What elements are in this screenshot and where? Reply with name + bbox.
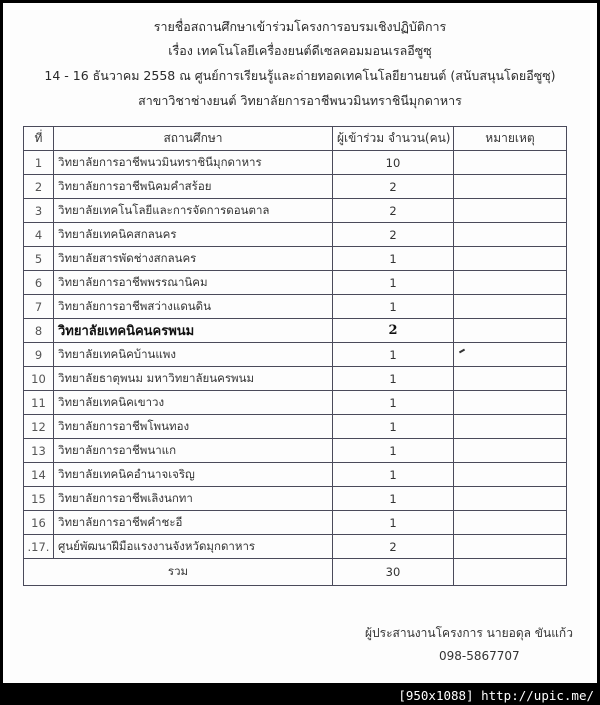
total-note [454,559,567,586]
table-header-row [24,127,567,151]
row-number: .17. [24,535,54,559]
row-number: 13 [24,439,54,463]
participant-count: 1 [333,463,454,487]
row-number: 2 [24,175,54,199]
participant-count: 2 [333,223,454,247]
institution-name: วิทยาลัยเทคโนโลยีและการจัดการดอนตาล [54,199,333,223]
row-note [454,535,567,559]
table-row [24,343,567,367]
row-number: 3 [24,199,54,223]
table-row [24,295,567,319]
row-note [454,391,567,415]
institution-name: วิทยาลัยการอาชีพพรรณานิคม [54,271,333,295]
col-header-institution: สถานศึกษา [54,127,333,151]
row-note [454,175,567,199]
row-note [454,199,567,223]
row-note [454,295,567,319]
row-note [454,367,567,391]
table-row [24,391,567,415]
participant-count: 1 [333,271,454,295]
participants-table [23,126,567,586]
institution-name: วิทยาลัยการอาชีพโพนทอง [54,415,333,439]
row-number: 14 [24,463,54,487]
participant-count: 2 [333,199,454,223]
doc-department: สาขาวิชาช่างยนต์ วิทยาลัยการอาชีพนวมินทราชินีมุกดาหาร [138,93,462,108]
participant-count: 2 [333,175,454,199]
table-row [24,367,567,391]
row-number: 8 [24,319,54,343]
institution-name: วิทยาลัยการอาชีพคำชะอี [54,511,333,535]
col-header-count: ผู้เข้าร่วม จำนวน(คน) [333,127,454,151]
table-row [24,199,567,223]
institution-name: วิทยาลัยเทคนิคสกลนคร [54,223,333,247]
participant-count: 1 [333,247,454,271]
participant-count: 2 [333,319,454,343]
table-row [24,463,567,487]
row-number: 1 [24,151,54,175]
table-row [24,439,567,463]
row-number: 11 [24,391,54,415]
row-number: 6 [24,271,54,295]
participant-count: 1 [333,415,454,439]
institution-name: วิทยาลัยธาตุพนม มหาวิทยาลัยนครพนม [54,367,333,391]
institution-name: วิทยาลัยการอาชีพนิคมคำสร้อย [54,175,333,199]
row-number: 12 [24,415,54,439]
col-header-note: หมายเหตุ [454,127,567,151]
row-note [454,247,567,271]
row-note [454,439,567,463]
col-header-no: ที่ [24,127,54,151]
participant-count: 1 [333,367,454,391]
row-number: 15 [24,487,54,511]
institution-name: วิทยาลัยเทคนิคนครพนม [54,319,333,343]
row-number: 10 [24,367,54,391]
table-row [24,271,567,295]
institution-name: ศูนย์พัฒนาฝีมือแรงงานจังหวัดมุกดาหาร [54,535,333,559]
institution-name: วิทยาลัยการอาชีพนวมินทราชินีมุกดาหาร [54,151,333,175]
institution-name: วิทยาลัยเทคนิคเขาวง [54,391,333,415]
table-row [24,487,567,511]
institution-name: วิทยาลัยเทคนิคบ้านแพง [54,343,333,367]
row-number: 5 [24,247,54,271]
participant-count: 1 [333,343,454,367]
row-note [454,343,567,367]
doc-title: รายชื่อสถานศึกษาเข้าร่วมโครงการอบรมเชิงปฏิบัติการ [153,19,447,34]
total-label: รวม [24,559,333,586]
row-note [454,463,567,487]
row-number: 9 [24,343,54,367]
table-total-row [24,559,567,586]
table-row [24,223,567,247]
coordinator-signature: ผู้ประสานงานโครงการ นายอดุล ขันแก้ว [365,626,573,640]
row-note [454,487,567,511]
participant-count: 10 [333,151,454,175]
row-note [454,151,567,175]
table-row [24,175,567,199]
total-count: 30 [333,559,454,586]
document-page [3,3,597,683]
doc-date-venue: 14 - 16 ธันวาคม 2558 ณ ศูนย์การเรียนรู้และถ่ายทอดเทคโนโลยียานยนต์ (สนับสนุนโดยอีซูซุ) [44,68,556,83]
institution-name: วิทยาลัยเทคนิคอำนาจเจริญ [54,463,333,487]
table-row [24,247,567,271]
table-row [24,151,567,175]
image-host-watermark: [950x1088] http://upic.me/ [398,688,594,703]
table-row [24,511,567,535]
row-number: 16 [24,511,54,535]
participant-count: 1 [333,487,454,511]
participant-count: 1 [333,439,454,463]
row-note [454,271,567,295]
row-number: 7 [24,295,54,319]
table-row [24,415,567,439]
row-note [454,223,567,247]
institution-name: วิทยาลัยการอาชีพเลิงนกทา [54,487,333,511]
participant-count: 2 [333,535,454,559]
participant-count: 1 [333,391,454,415]
institution-name: วิทยาลัยการอาชีพสว่างแดนดิน [54,295,333,319]
row-note [454,415,567,439]
institution-name: วิทยาลัยการอาชีพนาแก [54,439,333,463]
doc-subject: เรื่อง เทคโนโลยีเครื่องยนต์ดีเซลคอมมอนเรลอีซูซุ [168,43,432,58]
row-note [454,319,567,343]
participant-count: 1 [333,295,454,319]
participant-count: 1 [333,511,454,535]
table-row [24,319,567,343]
institution-name: วิทยาลัยสารพัดช่างสกลนคร [54,247,333,271]
row-number: 4 [24,223,54,247]
row-note [454,511,567,535]
coordinator-phone: 098-5867707 [439,649,520,663]
table-row [24,535,567,559]
